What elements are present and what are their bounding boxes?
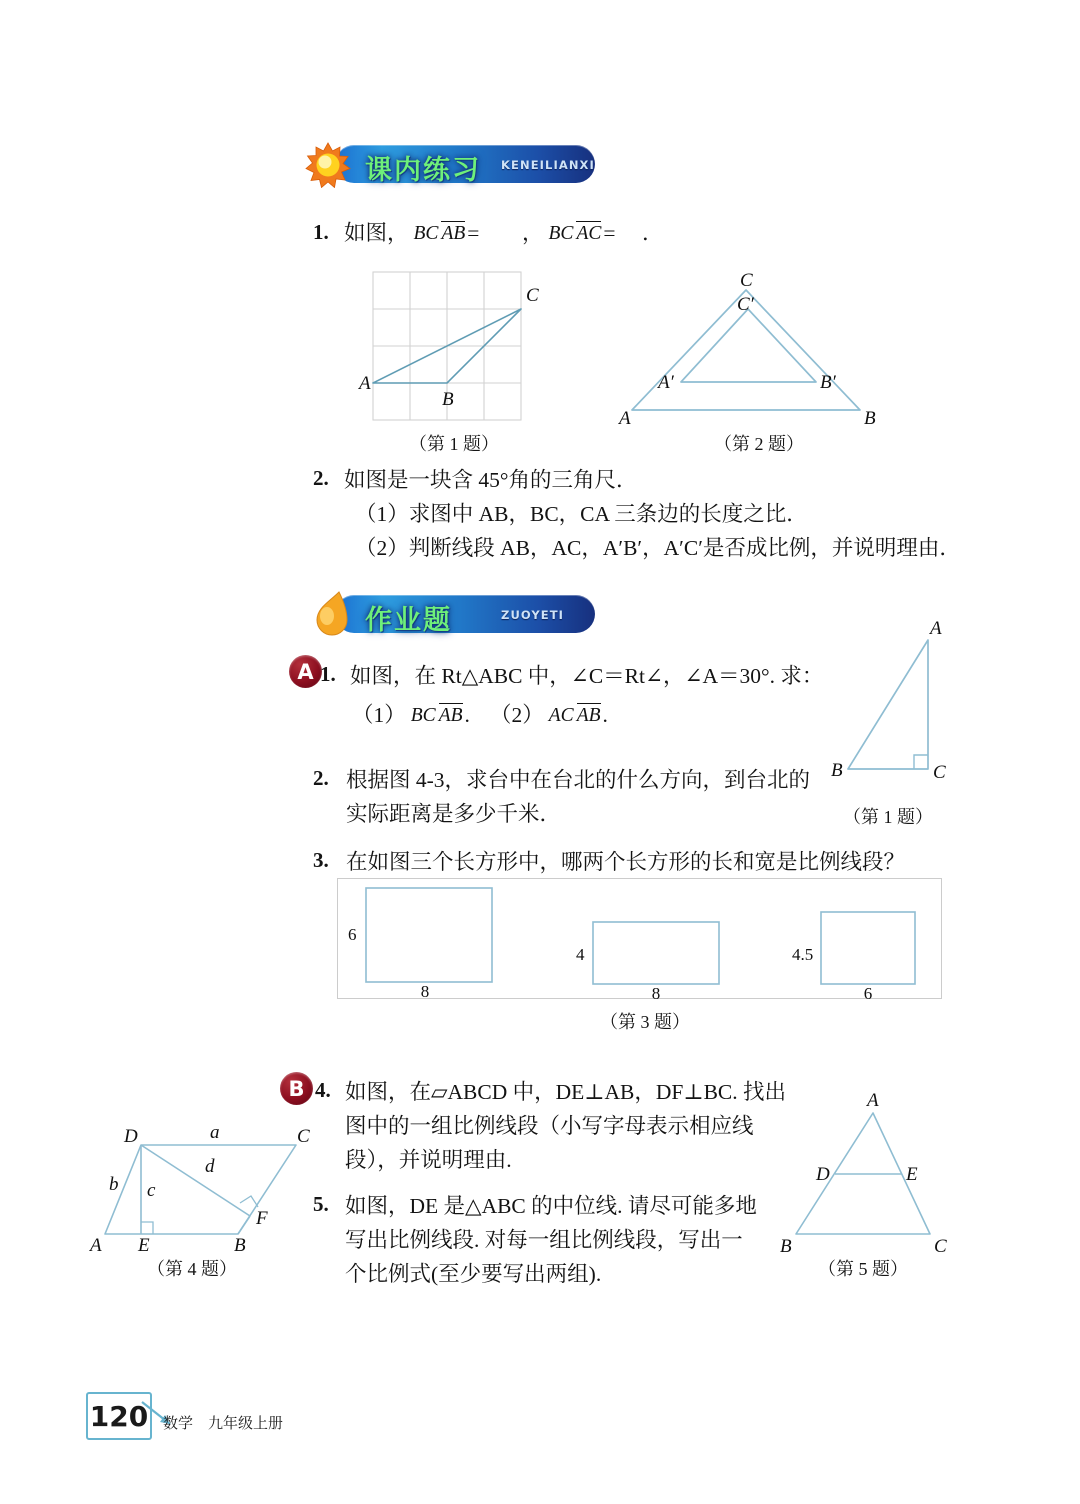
figure-6-label-E: E: [906, 1164, 918, 1185]
homework-q5-line3: 个比例式(至少要写出两组).: [345, 1262, 602, 1286]
figure-5-side-label-d: d: [205, 1156, 215, 1177]
practice-q2-line2: （1）求图中 AB，BC，CA 三条边的长度之比．: [355, 502, 808, 526]
homework-q3-line1: 在如图三个长方形中，哪两个长方形的长和宽是比例线段？: [346, 850, 906, 874]
figure-5-label-E: E: [138, 1235, 150, 1256]
homework-q1-sub1: [352, 697, 470, 733]
figure-5-label-B: B: [234, 1235, 246, 1256]
practice-q1-number: 1.: [313, 220, 329, 244]
homework-q2-line2: 实际距离是多少千米．: [346, 802, 562, 826]
triangle-inner-ApBpCp: [681, 309, 816, 382]
rectangle-3-height-label: 4.5: [792, 945, 814, 964]
homework-q1-sub2-end: .: [602, 703, 608, 727]
figure-6-caption: （第 5 题）: [818, 1259, 908, 1279]
water-drop-icon: [309, 590, 355, 638]
figure-4-frame: [338, 879, 942, 999]
section-title-cn: 课内练习: [365, 155, 481, 186]
practice-q1-text: [344, 215, 479, 251]
figure-5-label-C: C: [297, 1126, 310, 1147]
figure-1-label-C: C: [526, 285, 539, 306]
level-badge-b: B: [280, 1072, 313, 1105]
practice-q1-text2: [522, 215, 616, 251]
section-title-pinyin: KENEILIANXI: [501, 158, 595, 172]
figure-2-caption: （第 2 题）: [714, 434, 804, 454]
figure-2-label-Ap: A′: [658, 372, 674, 393]
homework-q1-sub1-frac: BC AB: [410, 705, 463, 727]
practice-q2-line1: 如图是一块含 45°角的三角尺．: [344, 468, 638, 492]
figure-1-label-A: A: [359, 373, 371, 394]
section-banner-zuoyeti: [305, 592, 625, 636]
practice-q1-eq: =: [467, 221, 480, 245]
figure-5-side-label-b: b: [109, 1174, 119, 1195]
homework-q5-line1: 如图，DE 是△ABC 的中位线. 请尽可能多地: [345, 1194, 757, 1218]
homework-q3-number: 3.: [313, 848, 329, 872]
figure-5-parallelogram: [88, 1124, 313, 1254]
figure-6-label-B: B: [780, 1236, 792, 1257]
figure-5-label-A: A: [90, 1235, 102, 1256]
section-banner-keneilianxi: [305, 142, 625, 186]
homework-q1-sub2-frac: AC AB: [548, 705, 601, 727]
figure-3-right-triangle: [820, 614, 980, 794]
homework-q1-number: 1.: [320, 662, 336, 686]
homework-q4-line1: 如图，在▱ABCD 中，DE⊥AB，DF⊥BC. 找出: [345, 1080, 787, 1104]
segment-DF: [141, 1145, 250, 1216]
section-title-pinyin: ZUOYETI: [501, 608, 565, 622]
figure-5-side-label-a: a: [210, 1122, 220, 1143]
segment-BF-part: [238, 1216, 250, 1234]
figure-4-three-rectangles: [337, 878, 942, 1003]
level-badge-a: A: [289, 655, 322, 688]
homework-q4-line3: 段），并说明理由.: [345, 1148, 512, 1172]
rectangle-2-width-label: 8: [651, 984, 661, 1003]
figure-6-triangle-midline: [778, 1086, 968, 1256]
figure-2-label-A: A: [619, 408, 631, 429]
section-title-cn: 作业题: [365, 605, 452, 636]
homework-q1-sub1-end: .: [464, 703, 470, 727]
homework-q1-sub1-label: （1）: [352, 703, 406, 727]
practice-q1-lead: 如图，: [344, 221, 409, 245]
triangle-right-abc: [848, 640, 928, 769]
footer-text: 数学 九年级上册: [163, 1414, 284, 1432]
rectangle-1: [366, 888, 492, 982]
figure-2-label-Cp: C′: [737, 294, 754, 315]
homework-q5-number: 5.: [313, 1192, 329, 1216]
rectangle-2: [593, 922, 719, 984]
homework-q1-line1: 如图，在 Rt△ABC 中，∠C＝Rt∠，∠A＝30°. 求：: [350, 664, 824, 688]
figure-3-label-B: B: [831, 760, 843, 781]
practice-q1-frac2: BC AC: [548, 223, 602, 245]
figure-2-label-Bp: B′: [820, 372, 836, 393]
figure-2-label-B: B: [864, 408, 876, 429]
homework-q2-number: 2.: [313, 766, 329, 790]
rectangle-3: [821, 912, 915, 984]
homework-q2-line1: 根据图 4-3，求台中在台北的什么方向，到台北的: [346, 768, 811, 792]
figure-6-label-C: C: [934, 1236, 947, 1257]
figure-5-label-D: D: [124, 1126, 138, 1147]
figure-1-label-B: B: [442, 389, 454, 410]
figure-4-caption: （第 3 题）: [600, 1012, 690, 1032]
practice-q2-line3: （2）判断线段 AB，AC，A′B′，A′C′是否成比例，并说明理由．: [355, 536, 961, 560]
rectangle-2-height-label: 4: [576, 945, 585, 964]
homework-q1-sub2: [490, 697, 608, 733]
right-angle-mark-E: [141, 1222, 153, 1234]
figure-2-label-C: C: [740, 270, 753, 291]
figure-5-label-F: F: [256, 1208, 268, 1229]
homework-q5-line2: 写出比例线段. 对每一组比例线段，写出一: [345, 1228, 743, 1252]
practice-q1-sep: ，: [522, 221, 544, 245]
homework-q4-number: 4.: [315, 1078, 331, 1102]
sun-icon: [305, 142, 351, 188]
practice-q1-eq2: =: [603, 221, 616, 245]
right-angle-mark-F: [240, 1196, 258, 1207]
figure-3-label-A: A: [930, 618, 942, 639]
figure-5-side-label-c: c: [147, 1180, 156, 1201]
homework-q4-line2: 图中的一组比例线段（小写字母表示相应线: [345, 1114, 754, 1138]
figure-1-grid-triangle: [360, 266, 540, 426]
figure-6-label-A: A: [867, 1090, 879, 1111]
rectangle-1-width-label: 8: [420, 982, 430, 1001]
figure-3-caption: （第 1 题）: [843, 807, 933, 827]
figure-3-label-C: C: [933, 762, 946, 783]
practice-q1-frac1: BC AB: [413, 223, 466, 245]
rectangle-1-height-label: 6: [348, 925, 357, 944]
practice-q2-number: 2.: [313, 466, 329, 490]
figure-1-caption: （第 1 题）: [409, 434, 499, 454]
practice-q1-period: ．: [642, 221, 664, 245]
homework-q1-sub2-label: （2）: [490, 703, 544, 727]
figure-6-label-D: D: [816, 1164, 830, 1185]
rectangle-3-width-label: 6: [863, 984, 873, 1003]
right-angle-mark: [914, 755, 928, 769]
page-number: 120: [86, 1392, 152, 1440]
figure-5-caption: （第 4 题）: [147, 1259, 237, 1279]
figure-2-nested-triangles: [618, 272, 878, 427]
